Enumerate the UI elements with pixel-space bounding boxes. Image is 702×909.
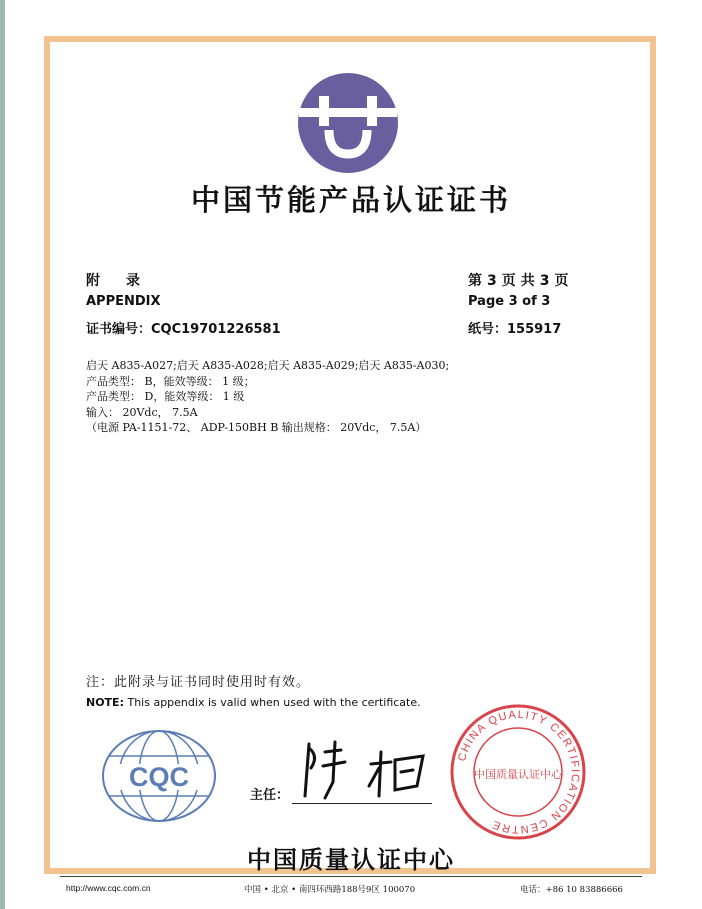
- appendix-label-cn: 附录: [86, 273, 166, 289]
- official-seal: [448, 702, 588, 842]
- note-prefix: NOTE:: [86, 696, 124, 709]
- certificate-number: 证书编号：CQC19701226581: [86, 322, 281, 337]
- body-line: 产品类型： D，能效等级： 1 级: [86, 390, 245, 403]
- appendix-body: [86, 358, 449, 436]
- svg-text:CQC: CQC: [129, 762, 189, 792]
- page-indicator-en: Page 3 of 3: [468, 294, 551, 309]
- cqc-globe-logo: [100, 728, 218, 824]
- note-en: [86, 696, 421, 709]
- page-edge-bar: [0, 0, 5, 909]
- handwritten-signature: [295, 738, 435, 808]
- footer-url[interactable]: http://www.cqc.com.cn: [66, 883, 151, 893]
- certificate-title: 中国节能产品认证证书: [190, 183, 511, 217]
- footer-divider: [60, 876, 642, 877]
- cqc-emblem-icon: [295, 70, 401, 176]
- appendix-label-en: APPENDIX: [86, 294, 161, 309]
- paper-number: 纸号：155917: [468, 322, 562, 337]
- note-cn: 注：此附录与证书同时使用时有效。: [86, 675, 311, 690]
- body-line: （电源 PA-1151-72、 ADP-150BH B 输出规格： 20Vdc， 7.5A）: [86, 421, 427, 434]
- organization-name: 中国质量认证中心: [247, 846, 455, 874]
- page-indicator-cn: 第3页共3页: [468, 273, 574, 289]
- director-label: 主任：: [250, 788, 290, 803]
- svg-text:中国质量认证中心: 中国质量认证中心: [474, 768, 562, 781]
- note-text: This appendix is valid when used with the certificate.: [123, 696, 421, 709]
- footer-address: 中国 • 北京 • 南四环西路188号9区 100070: [244, 885, 416, 895]
- footer-telephone: 电话：+86 10 83886666: [520, 885, 623, 895]
- body-line: 输入： 20Vdc， 7.5A: [86, 405, 198, 419]
- svg-text:CHINA QUALITY CERTIFICATION CE: CHINA QUALITY CERTIFICATION CENTRE: [456, 708, 582, 836]
- body-line: 产品类型： B，能效等级： 1 级；: [86, 374, 255, 388]
- body-line: 启天 A835-A027;启天 A835-A028;启天 A835-A029;启天 A835-A030;: [86, 359, 450, 372]
